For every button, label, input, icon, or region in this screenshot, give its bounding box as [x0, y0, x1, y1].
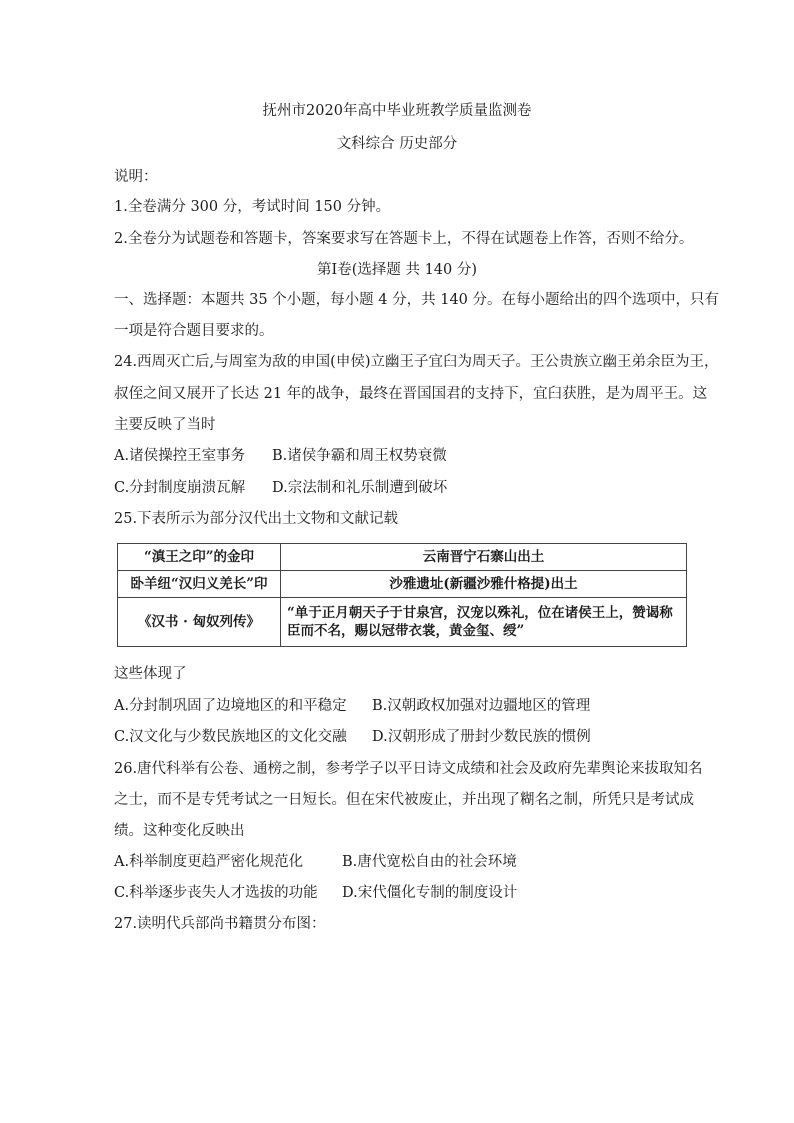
question-stem: 绩。这种变化反映出 [114, 823, 245, 839]
table-cell: 云南晋宁石寨山出土 [281, 544, 687, 571]
table-cell: “滇王之印”的金印 [118, 544, 281, 571]
instruction-item: 1.全卷满分 300 分，考试时间 150 分钟。 [114, 199, 391, 215]
option-a: A.分封制巩固了边境地区的和平稳定 [114, 698, 347, 714]
question-stem: 之士，而不是专凭考试之一日短长。但在宋代被废止，并出现了糊名之制，所凭只是考试成 [114, 792, 694, 808]
question-stem: 叔侄之间又展开了长达 21 年的战争，最终在晋国国君的支持下，宜臼获胜，是为周平王。这 [114, 386, 708, 402]
table-row [118, 598, 687, 647]
option-a: A.科举制度更趋严密化规范化 [114, 854, 304, 870]
exam-subtitle: 文科综合 历史部分 [336, 136, 458, 152]
section-intro: 一项是符合题目要求的。 [114, 323, 274, 339]
option-c: C.分封制度崩溃瓦解 [114, 480, 246, 496]
section-intro: 一、选择题：本题共 35 个小题，每小题 4 分，共 140 分。在每小题给出的四个选项中，只有 [114, 292, 720, 308]
option-d: D.宋代僵化专制的制度设计 [342, 885, 518, 901]
option-a: A.诸侯操控王室事务 [114, 448, 246, 464]
option-c: C.科举逐步丧失人才选拔的功能 [114, 885, 318, 901]
question-followup: 这些体现了 [114, 666, 187, 682]
instruction-item: 2.全卷分为试题卷和答题卡，答案要求写在答题卡上，不得在试题卷上作答，否则不给分。 [114, 231, 694, 247]
table-cell: 卧羊纽“汉归义羌长”印 [118, 571, 281, 598]
option-d: D.宗法制和礼乐制遭到破坏 [272, 480, 448, 496]
option-b: B.汉朝政权加强对边疆地区的管理 [372, 698, 591, 714]
table-cell: 《汉书 · 匈奴列传》 [118, 598, 281, 647]
question-stem: 26.唐代科举有公卷、通榜之制，参考学子以平日诗文成绩和社会及政府先辈舆论来拔取知名 [114, 761, 703, 777]
section-title: 第Ⅰ卷(选择题 共 140 分) [316, 262, 478, 278]
question-stem: 24.西周灭亡后,与周室为敌的申国(申侯)立幽王子宜臼为周天子。王公贵族立幽王弟余臣为王， [114, 354, 719, 370]
artifact-table [117, 543, 687, 647]
option-c: C.汉文化与少数民族地区的文化交融 [114, 729, 347, 745]
option-b: B.诸侯争霸和周王权势衰微 [272, 448, 447, 464]
table-cell: “单于正月朝天子于甘泉宫，汉宠以殊礼，位在诸侯王上，赞谒称臣而不名，赐以冠带衣裳，黄金玺、绶” [281, 598, 687, 647]
table-row [118, 544, 687, 571]
question-stem: 27.读明代兵部尚书籍贯分布图： [114, 916, 326, 932]
exam-title: 抚州市2020年高中毕业班教学质量监测卷 [262, 103, 532, 119]
option-b: B.唐代宽松自由的社会环境 [342, 854, 517, 870]
table-row [118, 571, 687, 598]
question-stem: 主要反映了当时 [114, 417, 216, 433]
instructions-heading: 说明： [114, 169, 158, 185]
option-d: D.汉朝形成了册封少数民族的惯例 [372, 729, 591, 745]
table-cell: 沙雅遗址(新疆沙雅什格提)出土 [281, 571, 687, 598]
question-stem: 25.下表所示为部分汉代出土文物和文献记载 [114, 511, 399, 527]
